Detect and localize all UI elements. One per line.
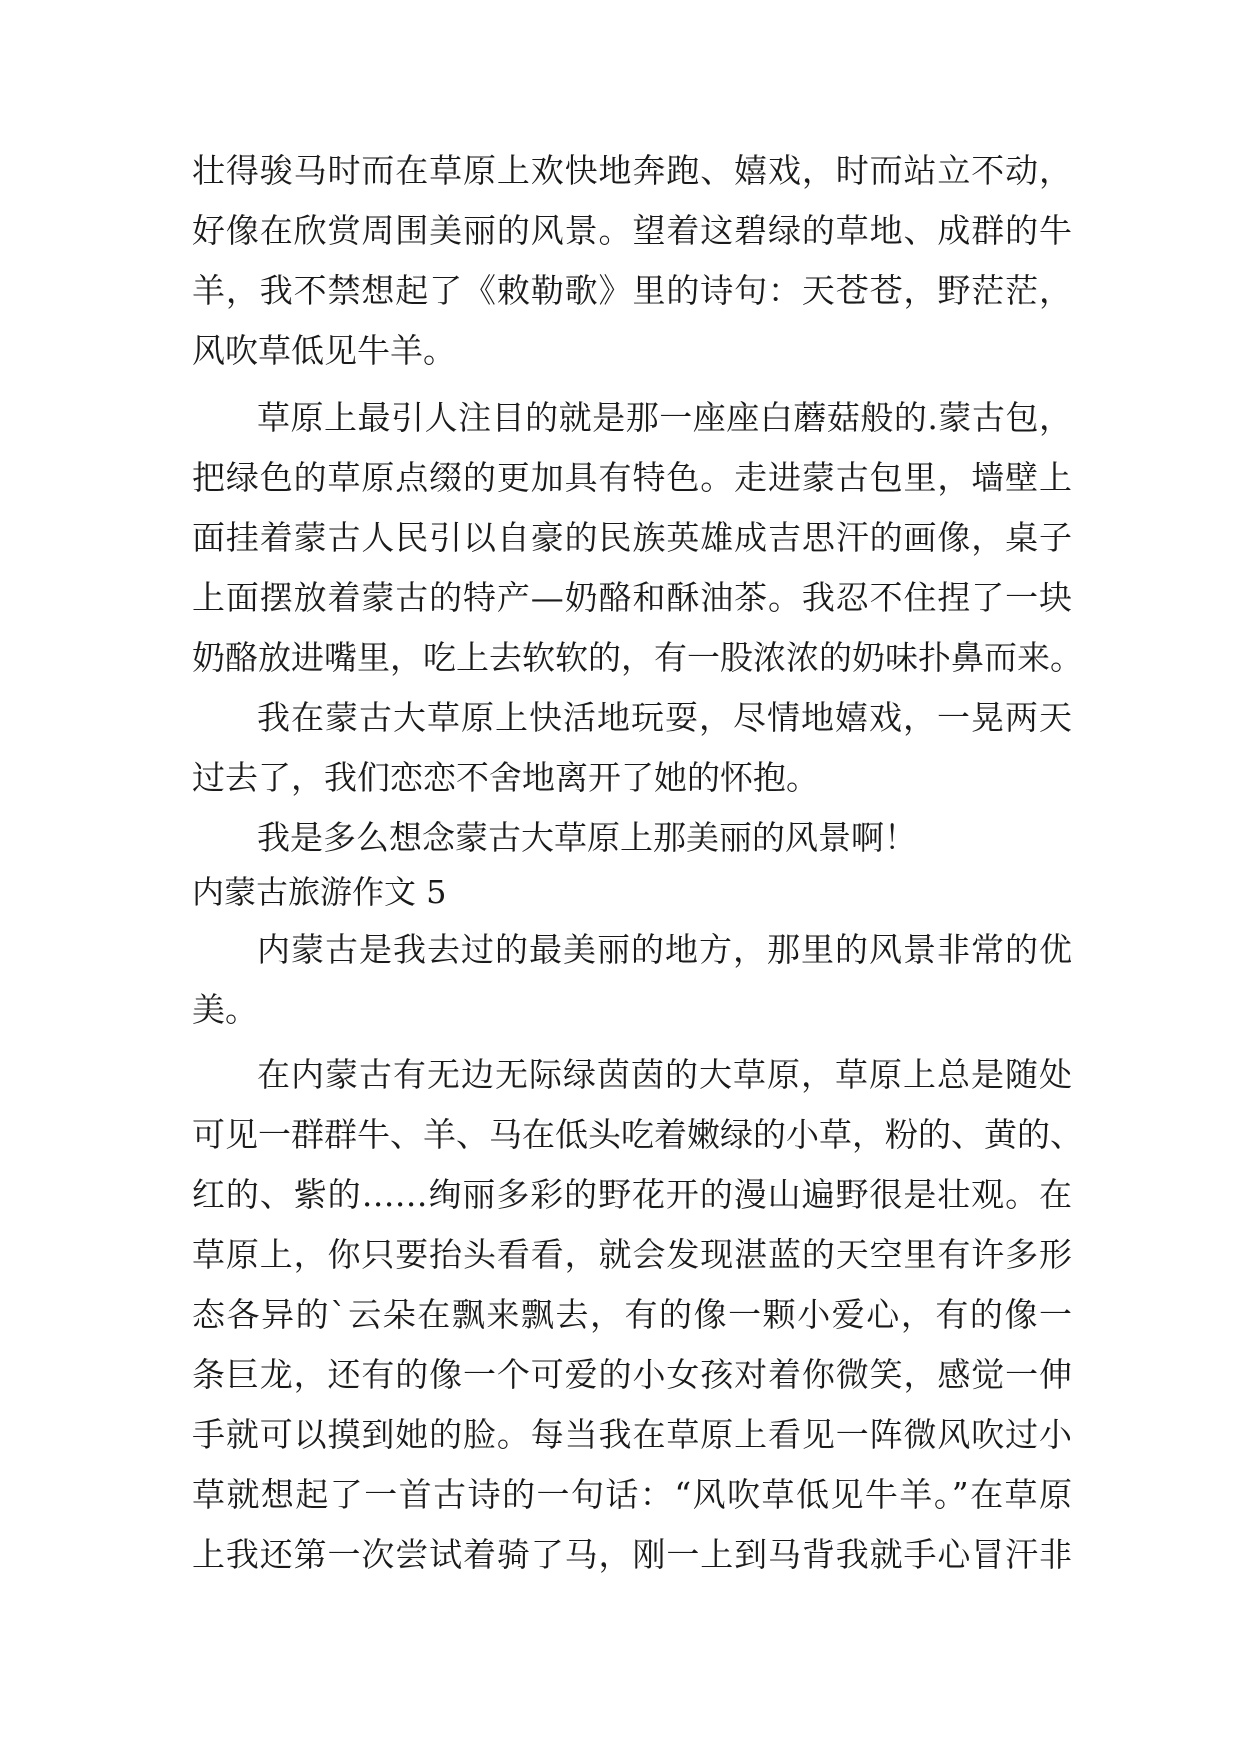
text-line: 草原上，你只要抬头看看，就会发现湛蓝的天空里有许多形 xyxy=(192,1235,1072,1274)
text-line: 条巨龙，还有的像一个可爱的小女孩对着你微笑，感觉一伸 xyxy=(192,1355,1072,1394)
text-line: 面挂着蒙古人民引以自豪的民族英雄成吉思汗的画像，桌子 xyxy=(192,518,1072,557)
text-line: 红的、紫的……绚丽多彩的野花开的漫山遍野很是壮观。在 xyxy=(192,1175,1072,1214)
text-line: 在内蒙古有无边无际绿茵茵的大草原，草原上总是随处 xyxy=(257,1055,1072,1094)
text-line: 草就想起了一首古诗的一句话：“风吹草低见牛羊。”在草原 xyxy=(192,1475,1072,1514)
text-line: 壮得骏马时而在草原上欢快地奔跑、嬉戏，时而站立不动， xyxy=(192,151,1072,190)
text-line: 上面摆放着蒙古的特产—奶酪和酥油茶。我忍不住捏了一块 xyxy=(192,578,1072,617)
text-line: 风吹草低见牛羊。 xyxy=(192,331,456,370)
text-line: 过去了，我们恋恋不舍地离开了她的怀抱。 xyxy=(192,758,819,797)
text-line: 我在蒙古大草原上快活地玩耍，尽情地嬉戏，一晃两天 xyxy=(257,698,1072,737)
text-line: 可见一群群牛、羊、马在低头吃着嫩绿的小草，粉的、黄的、 xyxy=(192,1115,1083,1154)
section-heading: 内蒙古旅游作文 5 xyxy=(192,873,447,911)
text-line: 我是多么想念蒙古大草原上那美丽的风景啊！ xyxy=(257,818,917,857)
text-line: 奶酪放进嘴里，吃上去软软的，有一股浓浓的奶味扑鼻而来。 xyxy=(192,638,1083,677)
text-line: 美。 xyxy=(192,990,258,1029)
text-line: 草原上最引人注目的就是那一座座白蘑菇般的.蒙古包， xyxy=(257,398,1072,437)
text-line: 好像在欣赏周围美丽的风景。望着这碧绿的草地、成群的牛 xyxy=(192,211,1072,250)
text-line: 上我还第一次尝试着骑了马，刚一上到马背我就手心冒汗非 xyxy=(192,1535,1072,1574)
text-line: 内蒙古是我去过的最美丽的地方，那里的风景非常的优 xyxy=(257,930,1072,969)
text-line: 态各异的`云朵在飘来飘去，有的像一颗小爱心，有的像一 xyxy=(192,1295,1072,1334)
text-line: 手就可以摸到她的脸。每当我在草原上看见一阵微风吹过小 xyxy=(192,1415,1072,1454)
text-line: 羊，我不禁想起了《敕勒歌》里的诗句：天苍苍，野茫茫， xyxy=(192,271,1072,310)
text-line: 把绿色的草原点缀的更加具有特色。走进蒙古包里，墙壁上 xyxy=(192,458,1072,497)
